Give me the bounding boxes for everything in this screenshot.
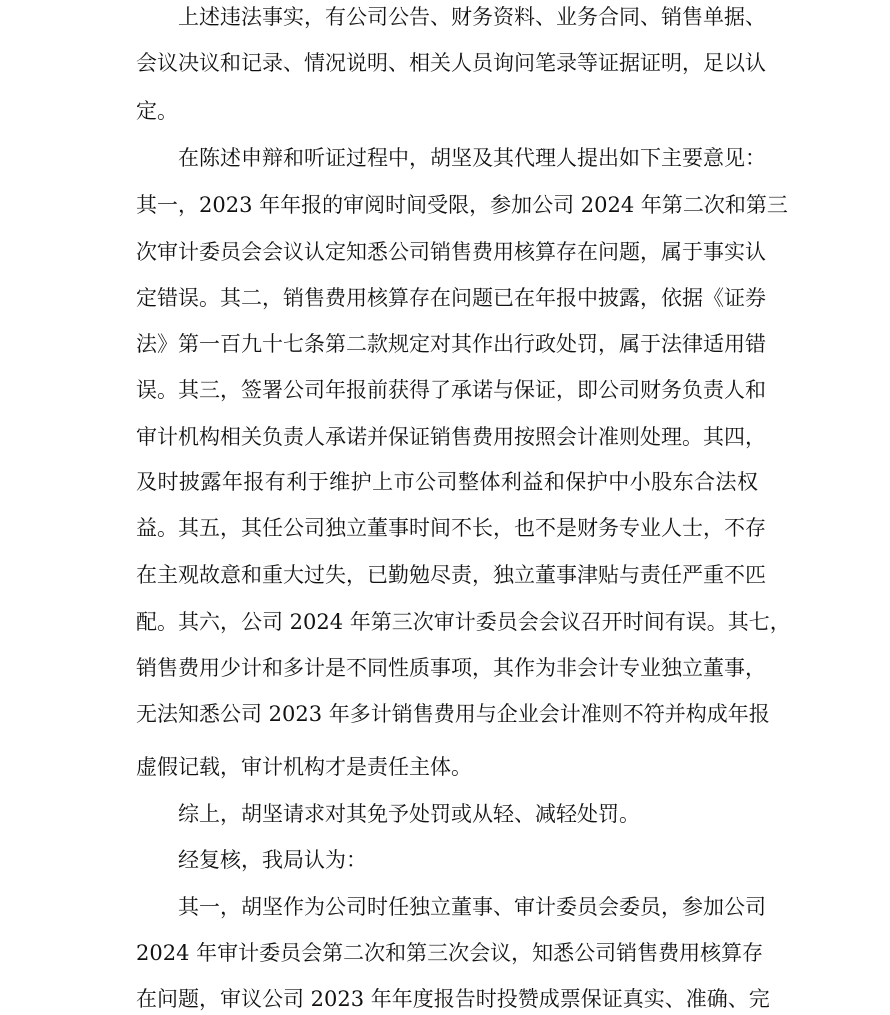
paragraph-line: 综上，胡坚请求对其免予处罚或从轻、减轻处罚。 (178, 802, 640, 826)
paragraph-line: 及时披露年报有利于维护上市公司整体利益和保护中小股东合法权 (136, 470, 758, 494)
paragraph-line: 在主观故意和重大过失，已勤勉尽责，独立董事津贴与责任严重不匹 (136, 563, 766, 587)
paragraph-line: 在问题，审议公司 2023 年年度报告时投赞成票保证真实、准确、完 (136, 987, 770, 1011)
paragraph-line: 虚假记载，审计机构才是责任主体。 (136, 755, 472, 779)
paragraph-line: 经复核，我局认为： (178, 848, 367, 872)
paragraph-line: 误。其三，签署公司年报前获得了承诺与保证，即公司财务负责人和 (136, 378, 766, 402)
paragraph-line: 审计机构相关负责人承诺并保证销售费用按照会计准则处理。其四， (136, 425, 766, 449)
paragraph-line: 定。 (136, 99, 178, 123)
paragraph-line: 会议决议和记录、情况说明、相关人员询问笔录等证据证明，足以认 (136, 51, 766, 75)
paragraph-line: 益。其五，其任公司独立董事时间不长，也不是财务专业人士，不存 (136, 516, 766, 540)
paragraph-line: 销售费用少计和多计是不同性质事项，其作为非会计专业独立董事， (136, 656, 766, 680)
paragraph-line: 2024 年审计委员会第二次和第三次会议，知悉公司销售费用核算存 (136, 941, 764, 965)
paragraph-line: 法》第一百九十七条第二款规定对其作出行政处罚，属于法律适用错 (136, 332, 766, 356)
paragraph-line: 定错误。其二，销售费用核算存在问题已在年报中披露，依据《证券 (136, 286, 766, 310)
paragraph-line: 其一，2023 年年报的审阅时间受限，参加公司 2024 年第二次和第三 (136, 193, 788, 217)
paragraph-line: 无法知悉公司 2023 年多计销售费用与企业会计准则不符并构成年报 (136, 702, 770, 726)
paragraph-line: 其一，胡坚作为公司时任独立董事、审计委员会委员，参加公司 (178, 895, 766, 919)
paragraph-line: 在陈述申辩和听证过程中，胡坚及其代理人提出如下主要意见： (178, 146, 766, 170)
paragraph-line: 上述违法事实，有公司公告、财务资料、业务合同、销售单据、 (178, 5, 766, 29)
paragraph-line: 配。其六，公司 2024 年第三次审计委员会会议召开时间有误。其七， (136, 610, 791, 634)
paragraph-line: 次审计委员会会议认定知悉公司销售费用核算存在问题，属于事实认 (136, 240, 766, 264)
